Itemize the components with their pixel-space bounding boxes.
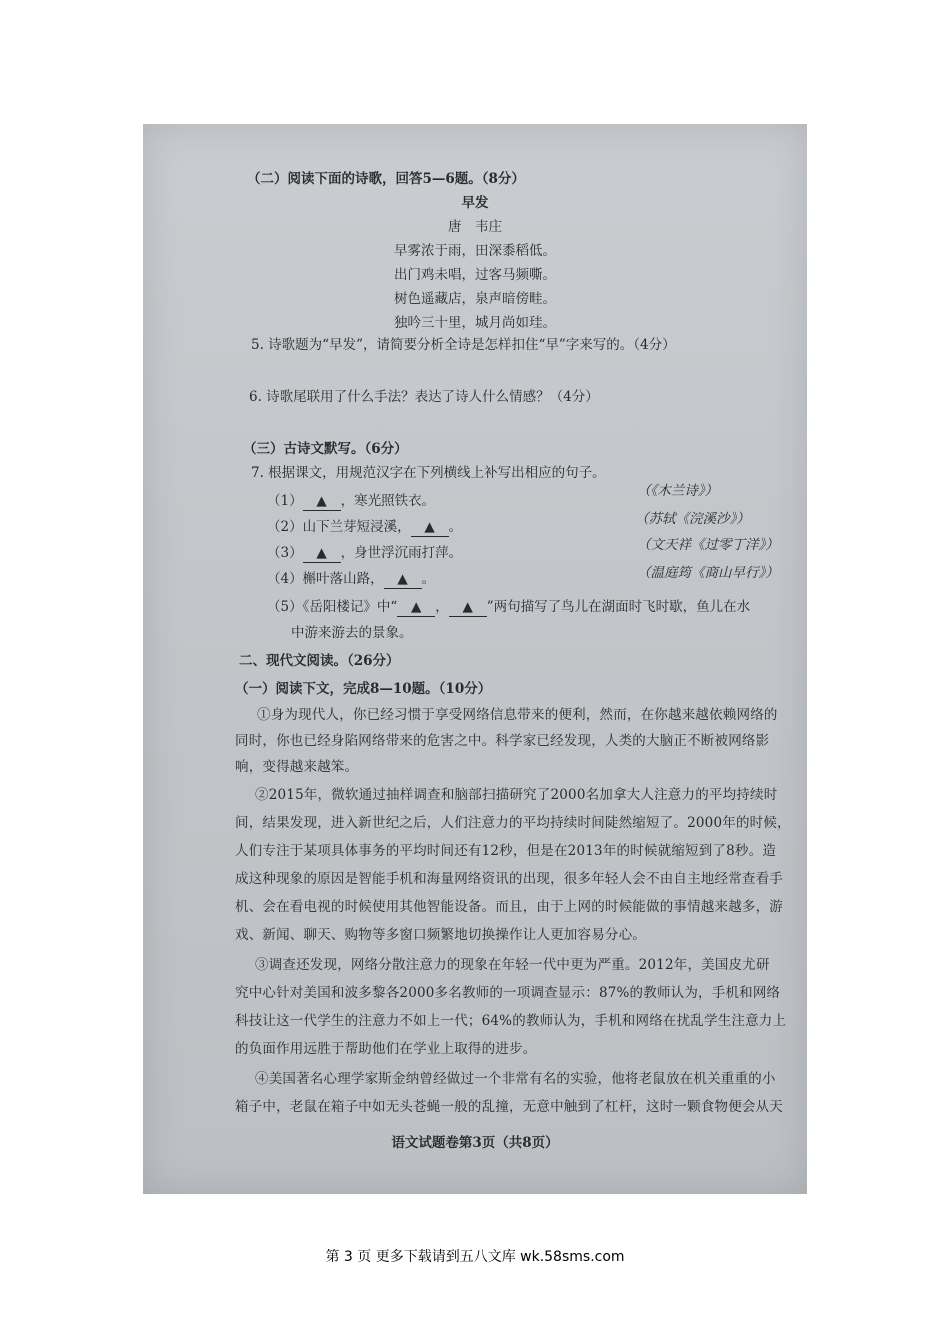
answer-blank[interactable]: ▲: [411, 518, 449, 537]
section-2-header: （二）阅读下面的诗歌，回答5—6题。（8分）: [247, 171, 525, 187]
item-suffix: ，寒光照铁衣。: [340, 493, 436, 509]
fill-item-1: [267, 492, 435, 511]
answer-blank[interactable]: ▲: [397, 598, 435, 617]
exam-page-footer: 语文试题卷第3页（共8页）: [391, 1135, 559, 1151]
passage-line: ②2015年，微软通过抽样调查和脑部扫描研究了2000名加拿大人注意力的平均持续时: [255, 787, 778, 803]
passage-line: ③调查还发现，网络分散注意力的现象在年轻一代中更为严重。2012年，美国皮尤研: [255, 957, 770, 973]
fill-item-4: [267, 570, 435, 589]
passage-line: 同时，你也已经身陷网络带来的危害之中。科学家已经发现，人类的大脑正不断被网络影: [235, 733, 770, 749]
poem-line: 树色遥藏店，泉声暗傍畦。: [394, 291, 556, 307]
part-2-header: 二、现代文阅读。（26分）: [239, 653, 400, 669]
fill-item-5: [267, 598, 750, 617]
item-number: （2）: [267, 519, 303, 535]
poem-line: 独吟三十里，城月尚如珪。: [394, 315, 556, 331]
passage-line: 戏、新闻、聊天、购物等多窗口频繁地切换操作让人更加容易分心。: [235, 927, 646, 943]
passage-line: 机、会在看电视的时候使用其他智能设备。而且，由于上网的时候能做的事情越来越多，游: [235, 899, 783, 915]
answer-blank[interactable]: ▲: [384, 570, 422, 589]
passage-line: 间，结果发现，进入新世纪之后，人们注意力的平均持续时间陡然缩短了。2000年的时候，: [235, 815, 791, 831]
poem-line: 早雾浓于雨，田深黍稻低。: [394, 243, 556, 259]
source-citation: （《木兰诗》）: [637, 483, 718, 499]
question-6: 6. 诗歌尾联用了什么手法？表达了诗人什么情感？（4分）: [249, 389, 599, 405]
source-citation: （温庭筠《商山早行》）: [637, 565, 779, 581]
answer-blank[interactable]: ▲: [303, 492, 341, 511]
item-suffix: ”两句描写了鸟儿在湖面时飞时歇，鱼儿在水: [486, 599, 751, 615]
fill-item-5-continued: 中游来游去的景象。: [291, 625, 413, 641]
source-citation: （苏轼《浣溪沙》）: [635, 511, 750, 527]
item-prefix: 山下兰芽短浸溪，: [302, 519, 411, 535]
question-5: 5. 诗歌题为“早发”，请简要分析全诗是怎样扣住“早”字来写的。（4分）: [251, 337, 676, 353]
source-citation: （文天祥《过零丁洋》）: [637, 537, 779, 553]
passage-line: 成这种现象的原因是智能手机和海量网络资讯的出现，很多年轻人会不由自主地经常查看手: [235, 871, 783, 887]
item-suffix: 。: [448, 519, 463, 535]
item-suffix: ，身世浮沉雨打萍。: [340, 545, 463, 561]
passage-line: 的负面作用远胜于帮助他们在学业上取得的进步。: [235, 1041, 537, 1057]
answer-blank[interactable]: ▲: [449, 598, 487, 617]
passage-line: 人们专注于某项具体事务的平均时间还有12秒，但是在2013年的时候就缩短到了8秒。造: [235, 843, 777, 859]
site-footer: 第 3 页 更多下载请到五八文库 wk.58sms.com: [325, 1249, 625, 1265]
passage-line: ①身为现代人，你已经习惯于享受网络信息带来的便利，然而，在你越来越依赖网络的: [257, 707, 778, 723]
item-number: （1）: [267, 493, 303, 509]
passage-line: 箱子中，老鼠在箱子中如无头苍蝇一般的乱撞，无意中触到了杠杆，这时一颗食物便会从天: [235, 1099, 783, 1115]
fill-item-3: [267, 544, 462, 563]
item-prefix: 槲叶落山路，: [302, 571, 384, 587]
part-2-subheader: （一）阅读下文，完成8—10题。（10分）: [235, 681, 492, 697]
item-suffix: 。: [421, 571, 436, 587]
item-number: （3）: [267, 545, 303, 561]
item-number: （5）: [267, 599, 303, 615]
answer-blank[interactable]: ▲: [303, 544, 341, 563]
poem-author: 唐 韦庄: [448, 219, 502, 235]
poem-line: 出门鸡未唱，过客马频嘶。: [394, 267, 556, 283]
item-prefix: 《岳阳楼记》中“: [302, 599, 398, 615]
question-7: 7. 根据课文，用规范汉字在下列横线上补写出相应的句子。: [251, 465, 606, 481]
passage-line: ④美国著名心理学家斯金纳曾经做过一个非常有名的实验，他将老鼠放在机关重重的小: [255, 1071, 776, 1087]
scanned-exam-page-photo: [143, 124, 807, 1194]
passage-line: 响，变得越来越笨。: [235, 759, 359, 775]
passage-line: 究中心针对美国和波多黎各2000多名教师的一项调查显示：87%的教师认为，手机和网络: [235, 985, 781, 1001]
item-mid: ，: [435, 599, 449, 615]
passage-line: 科技让这一代学生的注意力不如上一代；64%的教师认为，手机和网络在扰乱学生注意力上: [235, 1013, 787, 1029]
section-3-header: （三）古诗文默写。（6分）: [243, 441, 408, 457]
item-number: （4）: [267, 571, 303, 587]
fill-item-2: [267, 518, 462, 537]
poem-title: 早发: [461, 195, 489, 211]
